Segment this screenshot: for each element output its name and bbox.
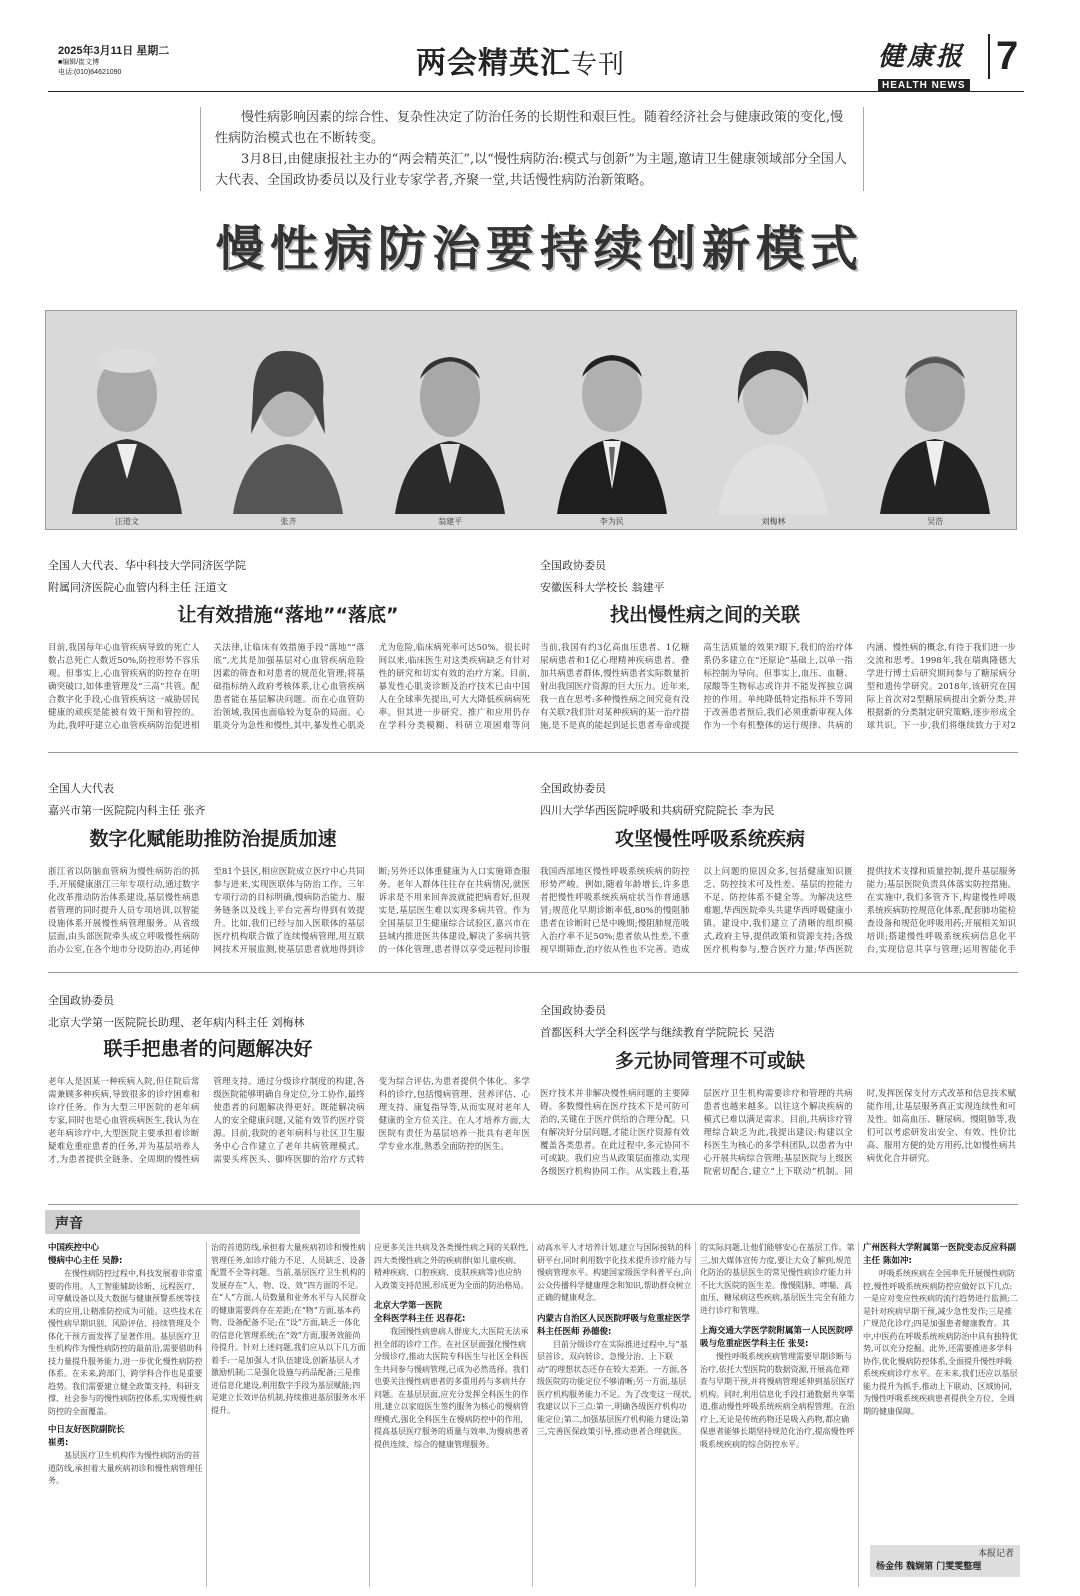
speaker-quote: 目前分级诊疗在实际推进过程中,与“基层首诊、双向转诊、急慢分治、上下联动”的理想状态还存在较大差距。一方面,各级医院的功能定位不够清晰;另一方面,基层医疗机构服务能力不足。为了改变这一现状,我建议以下三点:第一,明确各级医疗机构功能定位;第二,加强基层医疗机构能力建设;第三,完善医保政策引导,推动患者合理就医。 xyxy=(537,1339,692,1436)
speaker-quote: 慢性呼吸系统疾病管理需要早期诊断与治疗,依托大型医院的数据资源,开展高危筛查与早期干预,并将慢病管理延伸到基层医疗机构。同时,利用信息化手段打通数据共享渠道,推动慢性呼吸系统疾病全病程管理。在治疗上,无论是传统药物还是吸入药物,都应确保患者能够长期坚持规范化治疗,提高慢性呼吸系统疾病的综合防控水平。 xyxy=(700,1352,855,1449)
column-divider xyxy=(858,1242,859,1587)
speaker-org: 中国疾控中心 xyxy=(48,1243,100,1253)
editor-line: ■编辑/崔文博 xyxy=(58,59,100,66)
speaker-quote: 在慢性病防控过程中,科技发展着非常重要的作用。人工智能辅助诊断、远程医疗、可穿戴设备以及大数据与健康预警系统等技术的应用,让精准防控成为可能。这些技术在慢性病早期识别、风险评估、持续管理及个体化干预方面发挥了显著作用。基层医疗卫生机构作为慢性病防控的最前沿,需要借助科技力量提升服务能力,进一步优化慢性病防控体系。在未来,跨部门、跨学科合作也是重要趋势。我们需要建立健全政策支持、科研支撑、社会参与的慢性病防控体系,实现慢性病防控的全面覆盖。 xyxy=(48,1269,203,1416)
special-title: 两会精英汇 xyxy=(416,46,571,81)
column-divider xyxy=(695,1242,696,1587)
speaker-quote: 我国慢性病患病人群庞大,大医院无法承担全部的诊疗工作。在社区层面强化慢性病分级诊疗,推动大医院专科医生与社区全科医生共同参与慢病管理,已成为必然选择。我们也要关注慢性病患者的多重用药与多病共存问题。在基层层面,应充分发挥全科医生的作用,建立以家庭医生签约服务为核心的慢病管理模式,强化全科医生在慢病防控中的作用,提高基层医疗服务的质量与效率,为慢病患者提供连续、综合的健康管理服务。 xyxy=(374,1327,529,1449)
speaker-org: 中日友好医院副院长 xyxy=(48,1425,125,1435)
section-divider xyxy=(48,972,1018,973)
reporter-names: 杨金伟 魏娴第 门雯雯整理 xyxy=(876,1562,982,1572)
article-title: 攻坚慢性呼吸系统疾病 xyxy=(614,828,805,850)
intro-paragraph: 3月8日,由健康报社主办的“两会精英汇”,以“慢性病防治:模式与创新”为主题,邀请卫生健康领域部分全国人大代表、全国政协委员以及行业专家学者,齐聚一堂,共话慢性病防治新策略。 xyxy=(215,152,847,188)
speaker-quote: 的实际问题,让他们能够安心在基层工作。第三,加大媒体宣传力度,要让大众了解到,规范化防治的基层医生的常见慢性病诊疗能力并不比大医院的医生差。像慢阻肺、哮喘、高血压、糖尿病这些疾病,基层医生完全有能力进行诊疗和管理。 xyxy=(700,1243,855,1315)
page-number: 7 xyxy=(988,34,1018,79)
article-body: 我国西部地区慢性呼吸系统疾病的防控形势严峻。例如,随着年龄增长,许多患者把慢性呼吸系统疾病症状当作普通感冒;规范化早期诊断率低,80%的慢阻肺患者在诊断时已是中晚期;慢阻肺规范吸入治疗率不足50%;患者依从性差,不重视早期筛查,治疗依从性也不完善。造成以上问题的原因众多,包括健康知识匮乏、防控技术可及性差、基层的控能力不足、防控体系不健全等。为解决这些难题,华西医院牵头共建华西呼吸健康小镇。建设中,我们建立了清晰的组织模式,政府主导,提供政策和资源支持;各级医疗机构参与,整合医疗力量;华西医院提供技术支撑和质量控制,提升基层服务能力;基层医院负责具体落实防控措施。在实施中,我们多管齐下,构建慢性呼吸系统疾病防控规范化体系,配套肺功能检查设备和规范化呼吸用药;开展相关知识培训;搭建慢性呼吸系统疾病信息化平台,实现信息共享与管理;运用智能化手 xyxy=(540,867,1016,955)
person-portrait-icon xyxy=(52,319,202,514)
speaker-name: 慢病中心主任 吴静: xyxy=(48,1256,123,1266)
voice-column xyxy=(863,1242,1018,1537)
article-body: 医疗技术并非解决慢性病问题的主要障碍。多数慢性病在医疗技术下是可防可治的,关键在于医疗供给的合理分配。只有解决好分层问题,才能让医疗资源有效覆盖各类患者。在此过程中,多元协同不可或缺。我们应当从政策层面推动,实现各级医疗机构协同工作。从实践上看,基层医疗卫生机构需要诊疗和管理的共病患者也越来越多。以往这个解决疾病的模式已难以满足需求。目前,共病诊疗管理综合缺乏为此,我提出建议:构建以全科医生为核心的多学科团队,以患者为中心开展共病综合管理;基层医院与上级医院密切配合,建立“上下联动”机制。同时,发挥医保支付方式改革和信息技术赋能作用,让基层服务真正实现连续性和可及性。如高血压、糖尿病、慢阻肺等,我们可以考虑研发出安全、有效、性价比高、服用方便的处方用药,比如慢性病共病优化合并研究。 xyxy=(540,1089,1016,1177)
person-portrait-icon xyxy=(537,319,687,514)
voice-column xyxy=(700,1242,855,1587)
portrait-caption: 翁建平 xyxy=(438,517,463,526)
article-byline xyxy=(540,1000,775,1044)
article-byline xyxy=(48,778,206,822)
article-title: 联手把患者的问题解决好 xyxy=(103,1038,313,1060)
speaker-name: 全科医学科主任 迟春花: xyxy=(374,1314,466,1324)
voice-column xyxy=(374,1242,529,1587)
article-title: 多元协同管理不可或缺 xyxy=(614,1050,805,1072)
intro-paragraph: 慢性病影响因素的综合性、复杂性决定了防治任务的长期性和艰巨性。随着经济社会与健康政策的变化,慢性病防治模式也在不断转变。 xyxy=(215,110,844,146)
byline-line: 嘉兴市第一医院院内科主任 张齐 xyxy=(48,804,206,817)
portrait xyxy=(860,319,1010,529)
speaker-quote: 基层医疗卫生机构作为慢性病防治的首道防线,承担着大量疾病初诊和慢性病管理任务。 xyxy=(48,1451,203,1485)
byline-line: 全国政协委员 xyxy=(48,994,114,1007)
byline-line: 四川大学华西医院呼吸和共病研究院院长 李为民 xyxy=(540,804,775,817)
portrait xyxy=(537,319,687,529)
speaker-name: 上海交通大学医学院附属第一人民医院呼吸与危重症医学科主任 张旻: xyxy=(700,1326,854,1349)
speaker-quote: 呼吸系统疾病在全国率先开展慢性病防控,慢性呼吸系统疾病防控应做好以下几点:一是应对变应性疾病的流行趋势进行监测;二是针对疾病早期干预,减少急性发作;三是推广规范化诊疗;四是加强患者健康教育。其中,中医药在呼吸系统疾病防治中具有独特优势,可以充分挖掘。此外,还需要推进多学科协作,优化慢病防控体系,全面提升慢性呼吸系统疾病诊疗水平。在未来,我们还应以基层能力提升为抓手,推动上下联动、区域协同,为慢性呼吸系统疾病患者提供全方位、全周期的健康保障。 xyxy=(863,1269,1018,1416)
person-portrait-icon xyxy=(698,319,848,514)
main-headline: 慢性病防治要持续创新模式 xyxy=(215,221,864,277)
portrait-caption: 李为民 xyxy=(599,517,624,526)
article-byline xyxy=(48,990,305,1034)
portrait xyxy=(698,319,848,529)
section-divider xyxy=(48,752,1018,753)
voice-column xyxy=(537,1242,692,1587)
editor-info xyxy=(58,58,121,78)
speaker-name: 内蒙古自治区人民医院呼吸与危重症医学科主任医师 孙德俊: xyxy=(537,1313,691,1337)
article-byline xyxy=(48,555,246,599)
column-divider xyxy=(206,1242,207,1587)
portrait-caption: 张齐 xyxy=(280,517,297,526)
speaker-quote: 治的首道防线,承担着大量疾病初诊和慢性病管理任务,如诊疗能力不足、人员缺乏、设备配置不全等问题。当前,基层医疗卫生机构的发展存在“人、物、设、效”四方面的不足。在“人”方面,人员数量和业务水平与人民群众的健康需要尚存在差距;在“物”方面,基本药物、设备配备不足;在“设”方面,缺乏一体化的信息化管理系统;在“效”方面,服务效能尚待提升。针对上述问题,我们应从以下几方面着手:一是加强人才队伍建设,创新基层人才激励机制;二是强化设施与药品配备;三是推进信息化建设,利用数字手段为基层赋能;四是建立长效评估机制,持续推进基层服务水平提升。 xyxy=(211,1243,366,1415)
portrait-caption: 吴浩 xyxy=(927,517,944,526)
person-portrait-icon xyxy=(860,319,1010,514)
portrait-caption: 汪道文 xyxy=(114,517,139,526)
byline-line: 附属同济医院心血管内科主任 汪道文 xyxy=(48,581,228,594)
byline-line: 全国人大代表 xyxy=(48,782,114,795)
voice-section-header: 声音 xyxy=(45,1210,360,1234)
byline-line: 安徽医科大学校长 翁建平 xyxy=(540,581,665,594)
voice-column xyxy=(211,1242,366,1587)
special-section-title xyxy=(416,38,625,82)
speaker-org: 北京大学第一医院 xyxy=(374,1301,443,1311)
portrait xyxy=(213,319,363,529)
issue-date: 2025年3月11日 星期二 xyxy=(58,45,170,57)
portrait xyxy=(52,319,202,529)
phone-line: 电话:(010)64621090 xyxy=(58,69,122,76)
intro-box xyxy=(200,107,864,191)
byline-line: 全国政协委员 xyxy=(540,782,606,795)
reporter-credit xyxy=(870,1545,1020,1577)
article-byline xyxy=(540,555,665,599)
logo-english: HEALTH NEWS xyxy=(878,79,970,92)
speaker-quote: 应更多关注共病及各类慢性病之间的关联性,四大类慢性病之外的疾病群(如儿童疾病、精神疾病、口腔疾病、皮肤疾病等)也应纳入政策支持范围,形成更为全面的防治格局。 xyxy=(374,1243,529,1290)
byline-line: 全国人大代表、华中科技大学同济医学院 xyxy=(48,559,246,572)
portrait-caption: 刘梅林 xyxy=(761,517,786,526)
byline-line: 全国政协委员 xyxy=(540,1004,606,1017)
portrait xyxy=(375,319,525,529)
logo-chinese: 健康报 xyxy=(878,42,966,72)
speaker-name: 广州医科大学附属第一医院变态反应科副主任 陈如冲: xyxy=(863,1243,1017,1266)
byline-line: 首都医科大学全科医学与继续教育学院院长 吴浩 xyxy=(540,1026,775,1039)
article-body: 浙江省以防脑血管病为慢性病防治的抓手,开展健康浙江三年专项行动,通过数字化改革推动防治体系建设,基层慢性病患者管理的同时提升人员专项培训,以智能设施体系开展慢性病管理服务。从省级层面,由头部医院牵头成立呼吸慢性病防治办公室,在各个地市分设防治办,再延伸至81个县区,相应医院成立医疗中心共同参与进来,实现医联体与防治工作。三年专项行动的目标明确,慢病防治能力、服务链条以及线上平台完善均得到有效提升。比如,我们已经与加入医联体的基层医疗机构联合做了连续慢病管理,用互联网技术开展监测,使基层患者就地得到诊断;另外还以体重健康为入口实施筛查服务。老年人群体往往存在共病情况,就医诉求是不用来回奔波就能把病看好,但现实是,基层医生难以实现多病共管。作为全国基层卫生健康综合试验区,嘉兴市在县域内推进医共体建设,解决了多病共管的一体化管理,患者得以享受远程问诊服 xyxy=(48,867,530,955)
portrait-strip xyxy=(45,310,1017,530)
person-portrait-icon xyxy=(375,319,525,514)
column-divider xyxy=(369,1242,370,1587)
article-byline xyxy=(540,778,775,822)
speaker-quote: 动高水平人才培养计划,建立与国际接轨的科研平台,同时利用数字化技术提升诊疗能力与慢病管理水平。构建国家级医学科普平台,向公众传播科学健康理念和知识,帮助群众树立正确的健康观念。 xyxy=(537,1243,692,1302)
speaker-name: 崔勇: xyxy=(48,1438,69,1448)
byline-line: 北京大学第一医院院长助理、老年病内科主任 刘梅林 xyxy=(48,1016,305,1029)
byline-line: 全国政协委员 xyxy=(540,559,606,572)
article-title: 让有效措施“落地”“落底” xyxy=(177,604,399,626)
article-body: 老年人是因某一种疾病入院,但住院后常需兼顾多种疾病,导致很多的诊疗困难和诊疗任务。作为大型三甲医院的老年病专家,同时也是心血管疾病医生,我认为在老年病诊疗中,大型医院主要承担着诊断疑难危重症患者的任务,并为基层培养人才,为患者提供全链条、全周期的慢性病管理支持。通过分级诊疗制度的构建,各级医院能够明确自身定位,分工协作,最终使患者的问题解决得更好。既能解决病人的安全健康问题,又能有效节约医疗资源。目前,我院的老年病科与社区卫生服务中心合作建立了老年共病管理模式。需要头疼医头、脚疼医脚的治疗方式转变为综合评估,为患者提供个体化、多学科的诊疗,包括慢病管理、营养评估、心理支持、康复指导等,从而实现对老年人健康的全方位关注。在人才培养方面,大医院有责任为基层培养一批具有老年医学专业水准,熟悉全面防控的医生。 xyxy=(48,1077,530,1165)
article-title: 找出慢性病之间的关联 xyxy=(609,604,800,626)
voice-column xyxy=(48,1242,203,1587)
page-header xyxy=(48,34,1024,92)
newspaper-logo xyxy=(878,36,978,91)
person-portrait-icon xyxy=(213,319,363,514)
column-divider xyxy=(532,1242,533,1587)
section-divider xyxy=(48,1204,1018,1205)
article-title: 数字化赋能助推防治提质加速 xyxy=(89,828,337,850)
special-suffix: 专刊 xyxy=(571,50,626,80)
article-body: 目前,我国每年心血管疾病导致的死亡人数占总死亡人数近50%,防控形势不容乐观。但事实上,心血管疾病的防控存在明确突破口,如体重管理及“三高”共管。配合数字化手段,心血管疾病这一威胁居民健康的顽疾是能被有效干预和管控的。为此,我呼吁建立心血管疾病防治促进相关法律,让临床有效措施手段“落地”“落底”,尤其是加强基层对心血管疾病危险因素的筛查和对患者的规范化管理;将基础指标纳入政府考核体系,让心血管疾病患者能在基层解决问题。而在心血管防治领域,我国也面临较为复杂的局面。心肌炎分为急性和慢性,其中,暴发性心肌炎尤为危险,临床病死率可达50%。很长时间以来,临床医生对这类疾病缺乏有针对性的研究和切实有效的治疗方案。目前,暴发性心肌炎诊断及治疗技术已由中国人在全球率先提出,可大大降低疾病病死率。但其进一步研究、推广和应用仍存在学科分类模糊、科研立项困难等问 xyxy=(48,643,530,731)
article-body: 当前,我国有约3亿高血压患者、1亿糖尿病患者和1亿心理精神疾病患者。叠加共病患者群体,慢性病患者实际数量折射出我国医疗资源的巨大压力。近年来,我一直在思考:多种慢性病之间究竟有没有关联?我们针对某种疾病的某一治疗措施,是不是真的能起到延长患者寿命或提高生活质量的效果?眼下,我们的治疗体系仍多建立在“还原论”基础上,以单一指标控制为导向。但事实上,血压、血糖、尿酸等生物标志或许并不能发挥独立调控的作用。单纯降低特定指标并不等同于改善患者预后,我们必须重新审视人体作为一个有机整体的运行规律、共病的内涵、慢性病的概念,有待于我们进一步交流和思考。1998年,我在瑞典隆德大学进行博士后研究期间参与了糖尿病分型和遗传学研究。2018年,该研究在国际上首次对2型糖尿病提出全新分类,并根据新的分类制定研究策略,逐步形成全球共识。下一步,我们将继续致力于对2 xyxy=(540,643,1016,731)
reporter-title: 本报记者 xyxy=(977,1549,1014,1559)
